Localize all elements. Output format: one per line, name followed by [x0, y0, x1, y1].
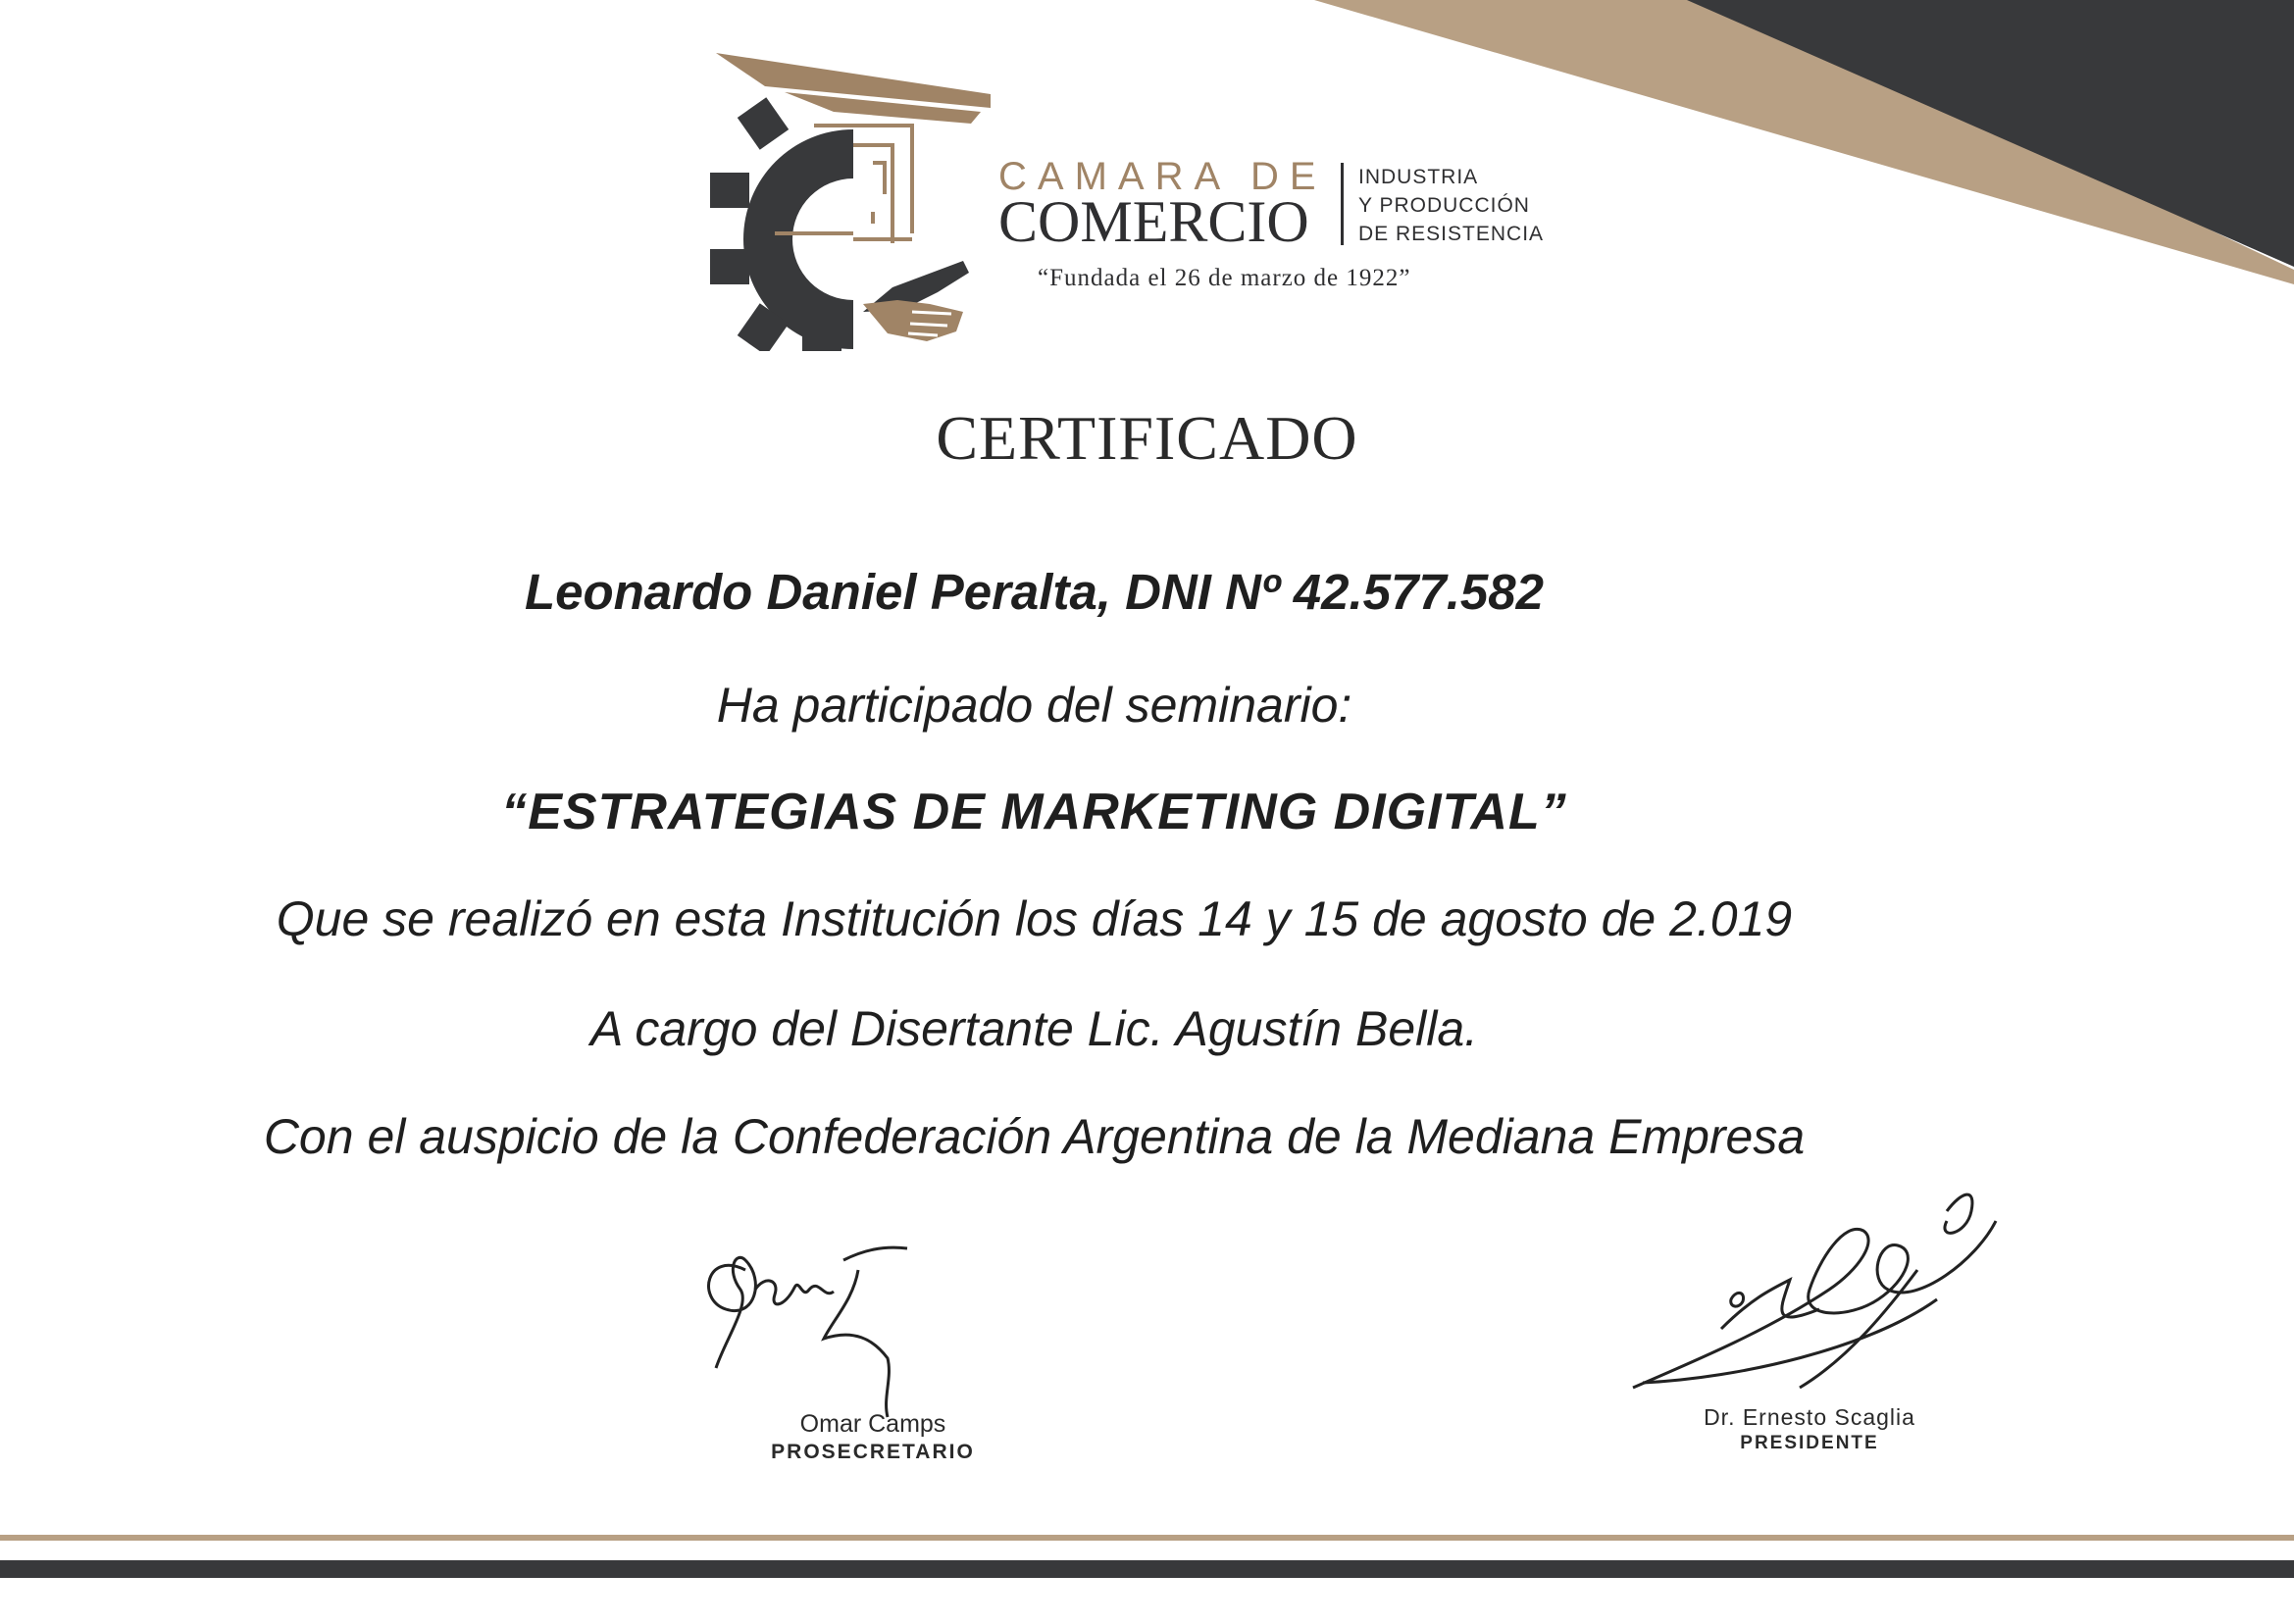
logo-tagline: “Fundada el 26 de marzo de 1922” — [1038, 265, 1411, 291]
signer-name: Dr. Ernesto Scaglia — [1704, 1404, 1915, 1430]
signature-right-icon — [1623, 1182, 2015, 1407]
logo-camara-text: CAMARA DE — [998, 155, 1327, 198]
logo-side-line: Y PRODUCCIÓN — [1358, 194, 1530, 217]
signer-role: PRESIDENTE — [1740, 1433, 1879, 1453]
signature-left-icon — [687, 1231, 981, 1427]
speaker-line: A cargo del Disertante Lic. Agustín Bella. — [589, 1001, 1479, 1056]
bottom-band — [0, 1535, 2294, 1594]
logo-side-line: DE RESISTENCIA — [1358, 223, 1545, 245]
dates-line: Que se realizó en esta Institución los días 14 y 15 de agosto de 2.019 — [276, 891, 1793, 946]
logo-handshake — [863, 261, 969, 341]
signer-left — [716, 1410, 1030, 1464]
logo-side-text — [1358, 163, 1544, 248]
logo-side-line: INDUSTRIA — [1358, 166, 1479, 188]
bottom-tan-line — [0, 1535, 2294, 1541]
intro-line: Ha participado del seminario: — [716, 678, 1352, 733]
bottom-dark-line — [0, 1560, 2294, 1578]
logo-gear — [710, 97, 853, 351]
logo-comercio-text: COMERCIO — [998, 189, 1309, 254]
signer-right — [1648, 1404, 1971, 1454]
chamber-logo-icon — [706, 47, 1000, 351]
sponsor-line: Con el auspicio de la Confederación Argentina de la Mediana Empresa — [263, 1109, 1806, 1164]
signer-role: PROSECRETARIO — [771, 1441, 975, 1463]
certificate-title: CERTIFICADO — [936, 403, 1358, 473]
signer-name: Omar Camps — [799, 1410, 946, 1438]
seminar-title: “ESTRATEGIAS DE MARKETING DIGITAL” — [501, 784, 1567, 840]
logo-divider — [1341, 163, 1344, 245]
recipient-line: Leonardo Daniel Peralta, DNI Nº 42.577.582 — [524, 564, 1545, 620]
